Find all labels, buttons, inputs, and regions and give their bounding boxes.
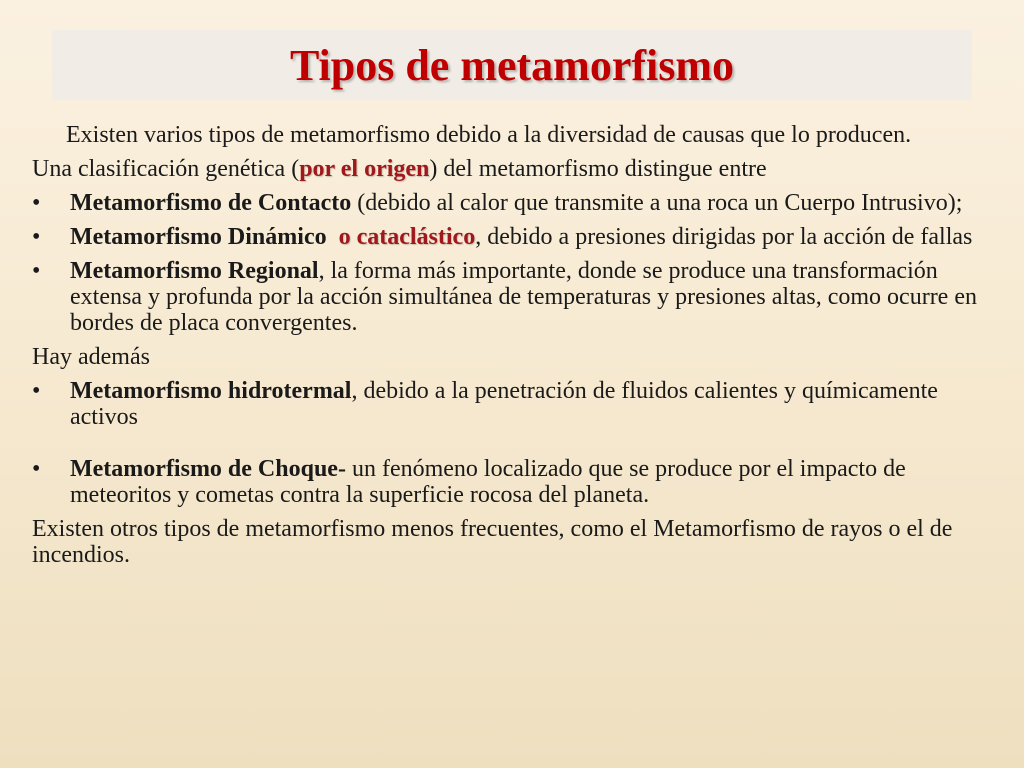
term-contact: Metamorfismo de Contacto bbox=[70, 190, 352, 216]
desc-dynamic: , debido a presiones dirigidas por la acción de fallas bbox=[475, 224, 973, 250]
list-item-contact bbox=[32, 190, 977, 216]
classification-after: ) del metamorfismo distingue entre bbox=[429, 156, 767, 182]
classification-highlight: por el origen bbox=[299, 156, 430, 182]
list-item-dynamic bbox=[32, 224, 977, 250]
term-regional: Metamorfismo Regional bbox=[70, 258, 319, 284]
term-dynamic: Metamorfismo Dinámico bbox=[70, 224, 327, 250]
desc-regional: , la forma más importante, donde se produce una transformación extensa y profunda por la acción simultánea de temperaturas y presiones altas, como ocurre en bordes de placa convergentes. bbox=[70, 258, 977, 336]
spacer bbox=[32, 430, 977, 456]
slide-title: Tipos de metamorfismo bbox=[289, 40, 735, 90]
classification-paragraph bbox=[32, 156, 977, 182]
intro-paragraph: Existen varios tipos de metamorfismo debido a la diversidad de causas que lo producen. bbox=[66, 122, 912, 148]
slide-body bbox=[32, 122, 977, 576]
desc-impact: un fenómeno localizado que se produce por el impacto de meteoritos y cometas contra la superficie rocosa del planeta. bbox=[70, 456, 906, 508]
list-item-regional bbox=[32, 258, 977, 336]
list-item-hydrothermal bbox=[32, 378, 977, 430]
bullet-icon: • bbox=[32, 456, 41, 482]
highlight-cataclastic: o cataclástico bbox=[338, 224, 476, 250]
bullet-icon: • bbox=[32, 258, 41, 284]
also-label: Hay además bbox=[32, 344, 150, 370]
bullet-icon: • bbox=[32, 378, 41, 404]
desc-hydrothermal: , debido a la penetración de fluidos calientes y químicamente activos bbox=[70, 378, 938, 430]
list-item-impact bbox=[32, 456, 977, 508]
classification-before: Una clasificación genética ( bbox=[32, 156, 300, 182]
term-hydrothermal: Metamorfismo hidrotermal bbox=[70, 378, 352, 404]
bullet-icon: • bbox=[32, 190, 41, 216]
term-impact: Metamorfismo de Choque- bbox=[70, 456, 346, 482]
desc-contact: (debido al calor que transmite a una roca un Cuerpo Intrusivo); bbox=[351, 190, 963, 216]
title-band bbox=[52, 30, 972, 100]
bullet-icon: • bbox=[32, 224, 41, 250]
closing-paragraph: Existen otros tipos de metamorfismo menos frecuentes, como el Metamorfismo de rayos o el de incendios. bbox=[32, 516, 953, 568]
